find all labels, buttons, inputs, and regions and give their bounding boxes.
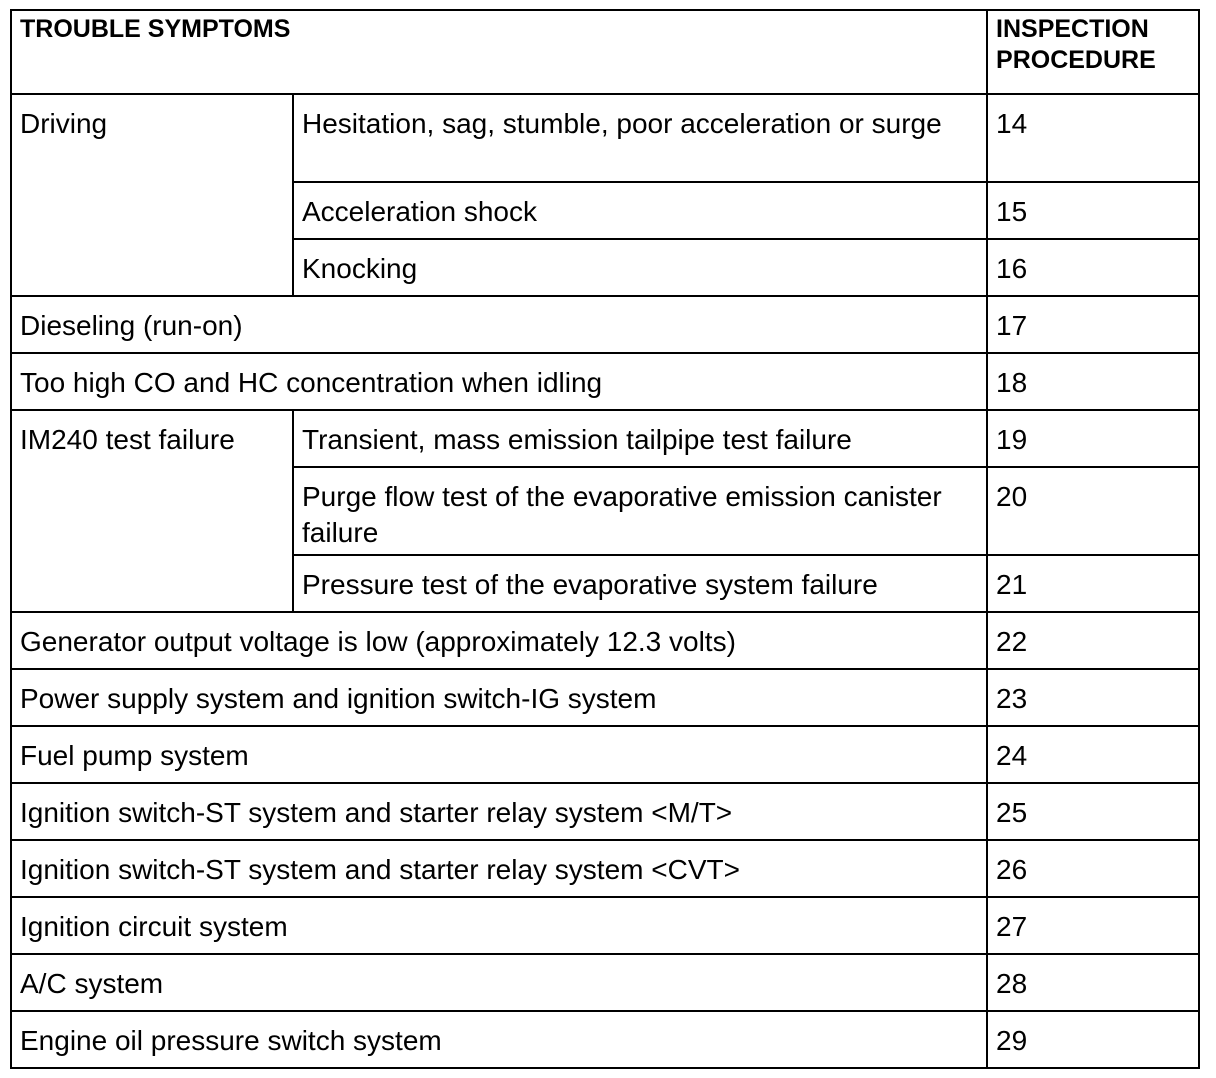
group-label-im240: IM240 test failure — [11, 410, 293, 612]
table-header-row — [11, 10, 1199, 94]
procedure-cell: 19 — [987, 410, 1199, 467]
table-row — [11, 954, 1199, 1011]
procedure-cell: 23 — [987, 669, 1199, 726]
header-procedure-line1: INSPECTION — [996, 15, 1149, 43]
header-symptoms: TROUBLE SYMPTOMS — [11, 10, 987, 94]
symptom-cell: Transient, mass emission tailpipe test failure — [293, 410, 987, 467]
symptom-cell: Generator output voltage is low (approximately 12.3 volts) — [11, 612, 987, 669]
procedure-cell: 22 — [987, 612, 1199, 669]
table-row — [11, 897, 1199, 954]
procedure-cell: 17 — [987, 296, 1199, 353]
table-row — [11, 612, 1199, 669]
procedure-cell: 18 — [987, 353, 1199, 410]
header-procedure — [987, 10, 1199, 94]
table-row — [11, 1011, 1199, 1068]
procedure-cell: 15 — [987, 182, 1199, 239]
symptom-cell: Engine oil pressure switch system — [11, 1011, 987, 1068]
symptom-cell: Purge flow test of the evaporative emission canister failure — [293, 467, 987, 555]
procedure-cell: 27 — [987, 897, 1199, 954]
symptom-cell: A/C system — [11, 954, 987, 1011]
procedure-cell: 21 — [987, 555, 1199, 612]
group-label-driving: Driving — [11, 94, 293, 296]
symptom-cell: Too high CO and HC concentration when idling — [11, 353, 987, 410]
symptom-cell: Ignition circuit system — [11, 897, 987, 954]
symptom-cell: Ignition switch-ST system and starter relay system <CVT> — [11, 840, 987, 897]
symptom-cell: Ignition switch-ST system and starter relay system <M/T> — [11, 783, 987, 840]
symptom-cell: Hesitation, sag, stumble, poor acceleration or surge — [293, 94, 987, 182]
procedure-cell: 16 — [987, 239, 1199, 296]
symptom-cell: Power supply system and ignition switch-IG system — [11, 669, 987, 726]
procedure-cell: 24 — [987, 726, 1199, 783]
symptom-cell: Acceleration shock — [293, 182, 987, 239]
symptom-cell: Pressure test of the evaporative system failure — [293, 555, 987, 612]
table-row — [11, 669, 1199, 726]
procedure-cell: 28 — [987, 954, 1199, 1011]
procedure-cell: 14 — [987, 94, 1199, 182]
table-row — [11, 726, 1199, 783]
header-procedure-line2: PROCEDURE — [996, 46, 1156, 74]
table-row — [11, 410, 1199, 467]
table-row — [11, 94, 1199, 182]
symptom-cell: Dieseling (run-on) — [11, 296, 987, 353]
table-row — [11, 353, 1199, 410]
table-row — [11, 840, 1199, 897]
procedure-cell: 20 — [987, 467, 1199, 555]
procedure-cell: 26 — [987, 840, 1199, 897]
symptom-cell: Fuel pump system — [11, 726, 987, 783]
procedure-cell: 29 — [987, 1011, 1199, 1068]
procedure-cell: 25 — [987, 783, 1199, 840]
trouble-symptoms-table — [10, 9, 1200, 1069]
table-row — [11, 296, 1199, 353]
table-row — [11, 783, 1199, 840]
symptom-cell: Knocking — [293, 239, 987, 296]
